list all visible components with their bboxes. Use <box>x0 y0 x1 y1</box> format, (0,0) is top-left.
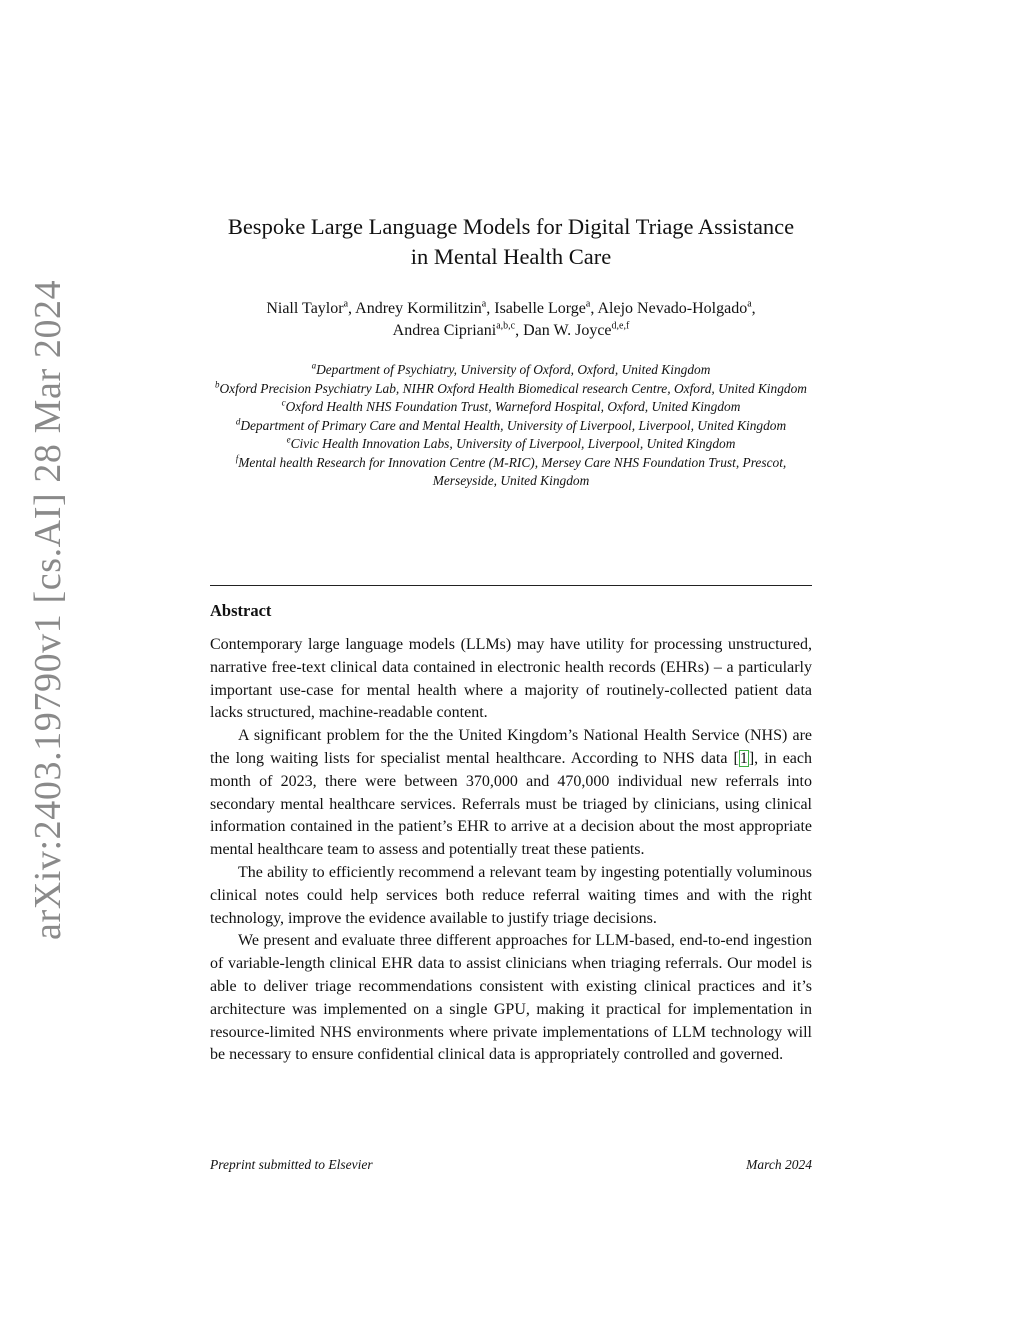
affiliation-key: c <box>281 397 286 408</box>
author-name: Dan W. Joyce <box>523 322 612 339</box>
affiliation-text: Mental health Research for Innovation Centre (M-RIC), Mersey Care NHS Foundation Trust, Prescot, Merseyside, United Kingdom <box>238 454 787 488</box>
affiliation-text: Department of Primary Care and Mental Health, University of Liverpool, Liverpool, United Kingdom <box>240 417 787 433</box>
affiliation-key: e <box>286 434 291 445</box>
affiliation-list <box>206 361 816 491</box>
author-name: Alejo Nevado-Holgado <box>597 300 748 317</box>
author-line-1: Niall Taylor$^a$, Andrey Kormilitzin$^a$, Isabelle Lorge$^a$, Alejo Nevado-Holgado$^a$, <box>266 298 756 317</box>
affiliation-item <box>206 398 816 417</box>
affiliation-item <box>206 380 816 399</box>
author-affiliation-mark: a <box>481 298 487 310</box>
footer-date: March 2024 <box>746 1157 812 1172</box>
affiliation-key: a <box>311 360 317 371</box>
footer-preprint-note: Preprint submitted to Elsevier <box>210 1157 373 1172</box>
affiliation-key: f <box>235 453 239 464</box>
author-line-2: Andrea Cipriani$^{a,b,c}$, Dan W. Joyce$^{d,e,f}$ <box>392 320 630 339</box>
author-affiliation-mark: d,e,f <box>611 320 630 332</box>
affiliation-text: Oxford Health NHS Foundation Trust, Warneford Hospital, Oxford, United Kingdom <box>285 399 741 414</box>
citation-link[interactable]: 1 <box>739 749 748 767</box>
arxiv-identifier-stamp: arXiv:2403.19790v1 [cs.AI] 28 Mar 2024 <box>27 279 69 940</box>
affiliation-text: Civic Health Innovation Labs, University of Liverpool, Liverpool, United Kingdom <box>290 436 736 451</box>
author-affiliation-mark: a <box>343 298 349 310</box>
affiliation-item <box>206 361 816 380</box>
affiliation-item <box>206 454 816 491</box>
affiliation-text: Department of Psychiatry, University of Oxford, Oxford, United Kingdom <box>316 362 711 377</box>
author-name: Niall Taylor <box>266 300 344 317</box>
abstract-divider <box>210 585 812 586</box>
abstract-heading: Abstract <box>210 601 272 620</box>
author-name: Isabelle Lorge <box>494 300 586 317</box>
abstract-paragraph-3: The ability to efficiently recommend a relevant team by ingesting potentially voluminous clinical notes could help services both reduce referral waiting times and with the right technology, improve the evidence available to justify triage decisions. <box>210 863 812 927</box>
affiliation-text: Oxford Precision Psychiatry Lab, NIHR Oxford Health Biomedical research Centre, Oxford, United Kingdom <box>219 380 807 396</box>
author-list <box>210 298 812 342</box>
page-footer <box>210 1157 812 1173</box>
paragraph-text: ], in each month of 2023, there were between 370,000 and 470,000 individual new referrals into secondary mental healthcare services. Referrals must be triaged by clinicians, using clinical information contained in the patient’s EHR to arrive at a decision about the most appropriate mental healthcare team to assess and potentially treat these patients. <box>210 749 813 859</box>
paragraph-text: A significant problem for the the United Kingdom’s National Health Service (NHS) are the long waiting lists for specialist mental healthcare. According to NHS data [ <box>210 727 812 767</box>
author-affiliation-mark: a <box>585 298 591 310</box>
affiliation-key: d <box>235 416 241 427</box>
paper-title <box>210 212 812 272</box>
abstract-body <box>210 634 812 1067</box>
affiliation-item <box>206 435 816 454</box>
title-line-2: in Mental Health Care <box>410 244 612 269</box>
affiliation-key: b <box>215 379 220 390</box>
author-affiliation-mark: a,b,c <box>496 320 516 332</box>
author-name: Andrey Kormilitzin <box>355 300 482 317</box>
abstract-paragraph-1: Contemporary large language models (LLMs) may have utility for processing unstructured, narrative free-text clinical data contained in electronic health records (EHRs) – a particularly important use-case for mental health where a majority of routinely-collected patient data lacks structured, machine-readable content. <box>210 636 812 722</box>
author-affiliation-mark: a <box>747 298 752 310</box>
title-line-1: Bespoke Large Language Models for Digital Triage Assistance <box>227 214 795 239</box>
affiliation-item <box>206 417 816 436</box>
author-name: Andrea Cipriani <box>392 322 497 339</box>
abstract-paragraph-4: We present and evaluate three different approaches for LLM-based, end-to-end ingestion of variable-length clinical EHR data to assist clinicians when triaging referrals. Our model is able to deliver triage recommendations consistent with existing clinical practices and it’s architecture was implemented on a single GPU, making it practical for implementation in resource-limited NHS environments where private implementations of LLM technology will be necessary to ensure confidential clinical data is appropriately controlled and governed. <box>210 932 812 1064</box>
abstract-paragraph-2 <box>210 725 812 862</box>
